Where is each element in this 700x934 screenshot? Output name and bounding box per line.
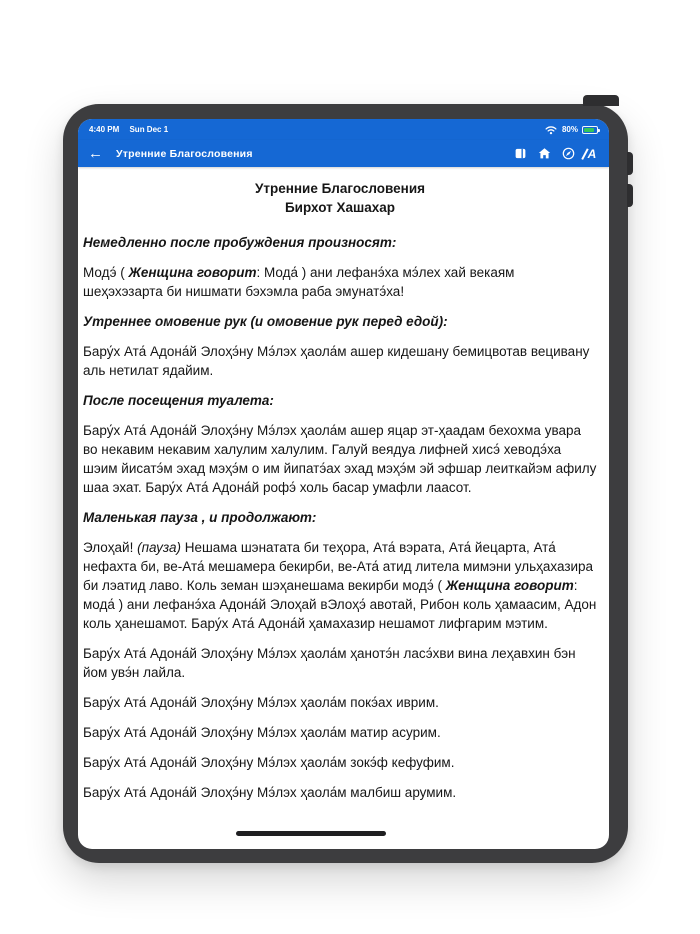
nav-action-icons xyxy=(513,147,599,161)
prayer-page[interactable] xyxy=(78,167,609,849)
screen xyxy=(78,119,609,849)
back-button[interactable]: ← xyxy=(88,145,103,162)
prayer-paragraph: Бару́х Ата́ Адона́й Элоҳэ́ну Мэ́лэх ҳаола́м покэ́ах иврим. xyxy=(83,695,439,710)
font-size-icon[interactable]: A xyxy=(585,147,599,161)
status-right xyxy=(544,123,598,137)
status-time: 4:40 PM xyxy=(89,125,120,134)
prayer-paragraph: Бару́х Ата́ Адона́й Элоҳэ́ну Мэ́лэх ҳаола́м матир асурим. xyxy=(83,725,441,740)
volume-down-button[interactable] xyxy=(627,184,633,207)
status-bar xyxy=(78,119,609,140)
nav-title: Утренние Благословения xyxy=(116,147,253,160)
volume-up-button[interactable] xyxy=(627,152,633,175)
prayer-paragraph: Бару́х Ата́ Адона́й Элоҳэ́ну Мэ́лэх ҳаола́м зокэ́ф кефуфим. xyxy=(83,755,455,770)
prayer-content xyxy=(83,233,597,802)
home-indicator[interactable] xyxy=(236,831,386,836)
section-heading: После посещения туалета: xyxy=(83,393,274,408)
battery-percent: 80% xyxy=(561,125,578,134)
section-heading: Маленькая пауза , и продолжают: xyxy=(83,510,317,525)
document-title-line1: Утренние Благословения xyxy=(254,181,426,196)
book-icon[interactable] xyxy=(513,147,527,161)
prayer-paragraph: Модэ́ ( Женщина говорит: Мода́ ) ани лефанэ́ха мэ́лех хай векаям шеҳэхэзарта би нишмати бэхэмла раба эмунатэ́ха! xyxy=(83,265,515,299)
power-button[interactable] xyxy=(583,95,619,106)
section-heading: Утреннее омовение рук (и омовение рук перед едой): xyxy=(83,314,448,329)
battery-icon xyxy=(582,126,598,134)
document-title xyxy=(83,179,597,217)
prayer-paragraph: Бару́х Ата́ Адона́й Элоҳэ́ну Мэ́лэх ҳаола́м ҳанотэ́н ласэ́хви вина леҳавхин бэн йом увэ́н лайла. xyxy=(83,646,576,680)
home-icon[interactable] xyxy=(537,147,551,161)
status-date: Sun Dec 1 xyxy=(129,125,169,134)
prayer-paragraph: Бару́х Ата́ Адона́й Элоҳэ́ну Мэ́лэх ҳаола́м ашер кидешану бемицвотав вецивану аль нетилат ядайим. xyxy=(83,344,590,378)
compass-icon[interactable] xyxy=(561,147,575,161)
prayer-paragraph: Элоҳай! (пауза) Нешама шэнатата би теҳора, Ата́ вэрата, Ата́ йецарта, Ата́ нефахта би, ве-Ата́ мешамера бекирби, ве-Ата́ атид литела мимэни ульҳахазира би лэатид лаво. Коль земан шэҳанешама векирби модэ́ ( Женщина говорит: мода́ ) ани лефанэ́ха Адона́й Элоҳай вЭлоҳэ́ авотай, Рибон коль ҳамаасим, Адон коль ҳанешамот. Бару́х Ата́ Адона́й ҳамахазир нешамот лифгарим мэтим. xyxy=(83,540,597,631)
nav-bar xyxy=(78,140,609,167)
prayer-paragraph: Бару́х Ата́ Адона́й Элоҳэ́ну Мэ́лэх ҳаола́м малбиш арумим. xyxy=(83,785,457,800)
tablet-device xyxy=(63,104,628,863)
status-left xyxy=(89,125,176,134)
prayer-paragraph: Бару́х Ата́ Адона́й Элоҳэ́ну Мэ́лэх ҳаола́м ашер яцар эт-ҳаадам бехохма увара во некавим некавим халулим халулим. Галуй веядуа лифней хисэ́ хеводэ́ха шэим йисатэ́м эхад мэҳэ́м о им йипатэ́ах эхад мэҳэ́м эй эфшар леиткайэм афилу шаа эхат. Бару́х Ата́ Адона́й рофэ́ холь басар умафли лаасот. xyxy=(83,423,597,495)
battery-fill xyxy=(584,128,594,132)
section-heading: Немедленно после пробуждения произносят: xyxy=(83,235,397,250)
wifi-icon xyxy=(544,123,558,137)
document-title-line2: Бирхот Хашахар xyxy=(284,200,396,215)
